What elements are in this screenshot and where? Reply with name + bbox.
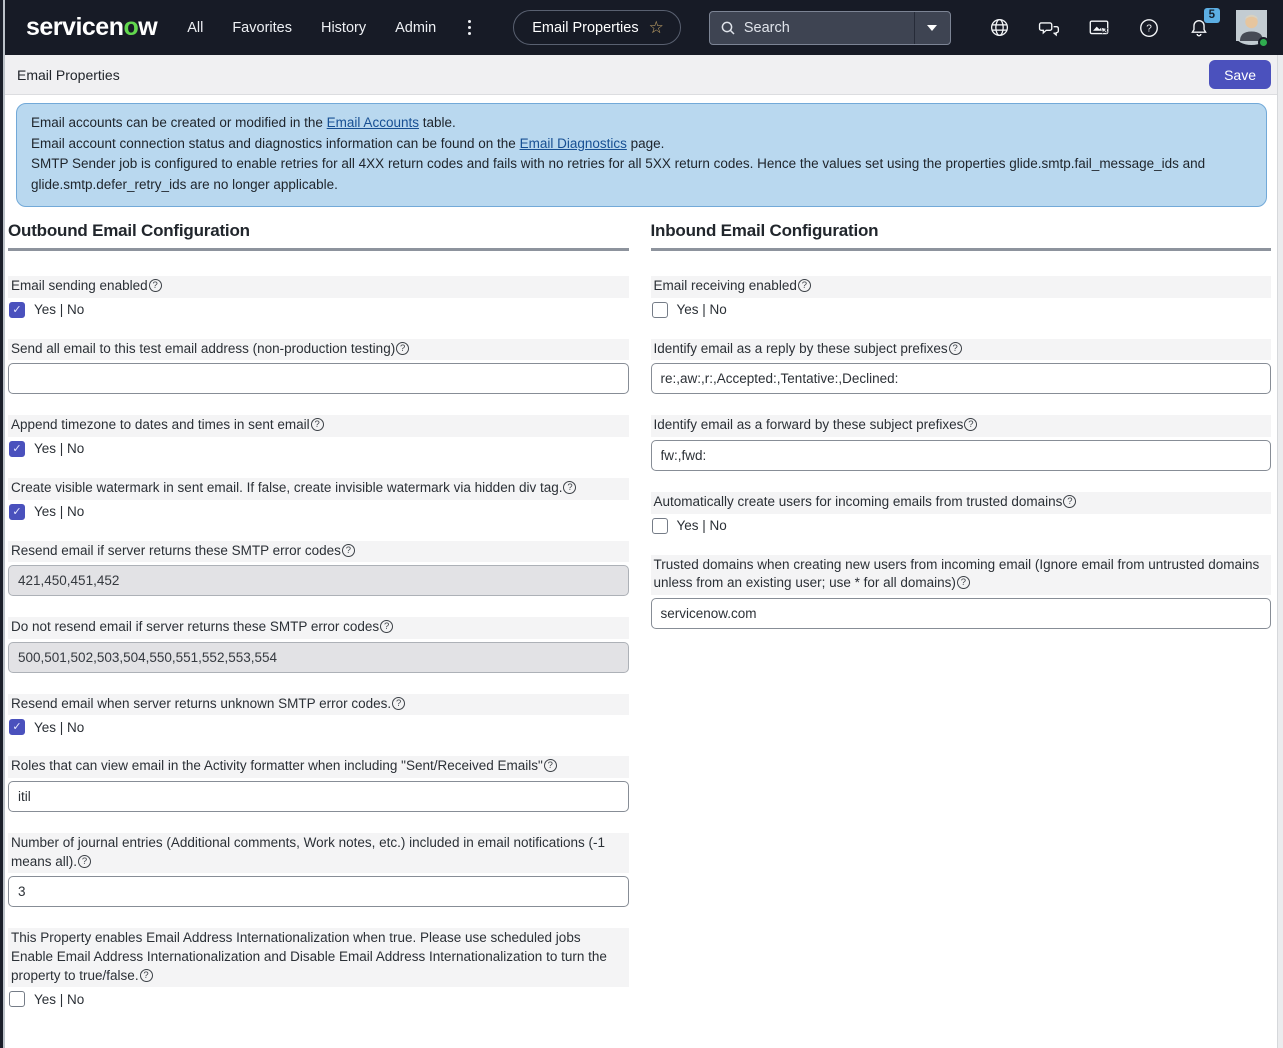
field-label (651, 492, 1272, 514)
outbound-column (8, 221, 629, 1028)
help-icon[interactable]: ? (311, 418, 324, 431)
field-label-text: Trusted domains when creating new users from incoming email (Ignore email from untrusted domains unless from an existing user; use * for all domains) (653, 556, 1260, 591)
form-field (651, 415, 1272, 471)
field-label-text: Automatically create users for incoming emails from trusted domains (653, 493, 1063, 509)
logo-text: servicen (26, 13, 124, 41)
global-search (709, 11, 951, 45)
yes-no-row (651, 518, 1272, 534)
help-icon[interactable]: ? (563, 481, 576, 494)
yes-no-caption: Yes | No (34, 302, 85, 318)
form-field (8, 694, 629, 736)
outbound-section-title: Outbound Email Configuration (8, 221, 250, 241)
yes-no-checkbox[interactable]: ✓ (9, 719, 25, 735)
globe-icon[interactable] (986, 15, 1012, 41)
field-label-text: Identify email as a reply by these subject prefixes (653, 340, 948, 356)
field-label (8, 617, 629, 639)
favorite-star-icon[interactable]: ☆ (648, 18, 664, 37)
form-field (8, 415, 629, 457)
help-icon[interactable]: ? (140, 969, 153, 982)
field-label (8, 339, 629, 361)
field-label (8, 694, 629, 716)
text-field-input (8, 642, 629, 673)
help-icon[interactable]: ? (342, 544, 355, 557)
yes-no-checkbox[interactable] (652, 302, 668, 318)
form-field (8, 339, 629, 395)
help-icon[interactable]: ? (1063, 495, 1076, 508)
field-label (8, 928, 629, 987)
yes-no-checkbox[interactable] (652, 518, 668, 534)
yes-no-caption: Yes | No (34, 504, 85, 520)
field-label (651, 339, 1272, 361)
form-field (651, 555, 1272, 629)
screenshot-window-icon[interactable] (1086, 15, 1112, 41)
form-field (8, 756, 629, 812)
help-icon[interactable]: ? (544, 759, 557, 772)
field-label (8, 756, 629, 778)
field-label-text: Identify email as a forward by these subject prefixes (653, 417, 964, 433)
nav-item-history[interactable]: History (320, 19, 367, 36)
inbound-column (651, 221, 1272, 1028)
help-icon[interactable]: ? (392, 697, 405, 710)
field-label-text: Email sending enabled (11, 278, 148, 294)
info-line-3: SMTP Sender job is configured to enable retries for all 4XX return codes and fails with no retries for all 5XX return codes. Hence the values set using the properties glide.smtp.fail_message_ids and glide.smtp.defer_retry_ids are no longer applicable. (31, 156, 1206, 192)
help-icon[interactable]: ? (949, 342, 962, 355)
inbound-section-title: Inbound Email Configuration (650, 221, 879, 241)
yes-no-checkbox[interactable] (9, 991, 25, 1007)
field-label (651, 555, 1272, 595)
field-label (8, 478, 629, 500)
yes-no-row (8, 719, 629, 735)
field-label-text: Roles that can view email in the Activity formatter when including "Sent/Received Emails" (11, 758, 543, 774)
form-field (8, 276, 629, 318)
yes-no-row (8, 991, 629, 1007)
logo-accent-letter: o (123, 13, 139, 41)
help-icon[interactable]: ? (396, 342, 409, 355)
form-columns (8, 221, 1271, 1028)
email-accounts-link[interactable]: Email Accounts (326, 115, 419, 130)
yes-no-checkbox[interactable]: ✓ (9, 504, 25, 520)
nav-item-favorites[interactable]: Favorites (232, 19, 292, 36)
form-field (8, 928, 629, 1007)
field-label-text: Append timezone to dates and times in sent email (11, 417, 310, 433)
field-label (8, 415, 629, 437)
info-line-2: Email account connection status and diagnostics information can be found on the Email Diagnostics page. (31, 135, 665, 151)
current-page-pill[interactable] (513, 10, 681, 45)
yes-no-caption: Yes | No (34, 441, 85, 457)
field-label (651, 276, 1272, 298)
utility-icons (986, 10, 1267, 46)
field-label-text: Send all email to this test email address (non-production testing) (11, 340, 396, 356)
text-field-input (8, 565, 629, 596)
yes-no-checkbox[interactable]: ✓ (9, 302, 25, 318)
help-icon[interactable]: ? (78, 855, 91, 868)
nav-item-admin[interactable]: Admin (395, 19, 437, 36)
yes-no-row (651, 302, 1272, 318)
inbound-fields (651, 276, 1272, 629)
section-divider (651, 248, 1272, 251)
page-header (0, 55, 1283, 95)
section-divider (8, 248, 629, 251)
help-icon[interactable]: ? (798, 279, 811, 292)
chevron-down-icon (927, 25, 937, 31)
online-status-dot (1258, 37, 1269, 48)
help-icon[interactable]: ? (149, 279, 162, 292)
user-avatar[interactable] (1236, 10, 1267, 46)
primary-nav (187, 20, 436, 36)
pill-label: Email Properties (532, 19, 639, 36)
form-field (651, 276, 1272, 318)
yes-no-caption: Yes | No (676, 302, 727, 318)
info-message-box (16, 103, 1267, 207)
help-circle-icon[interactable] (1136, 15, 1162, 41)
page-title: Email Properties (17, 66, 120, 83)
search-icon (720, 20, 736, 36)
form-field (8, 541, 629, 597)
notifications-bell-icon[interactable] (1186, 8, 1215, 41)
chat-icon[interactable] (1036, 15, 1062, 41)
email-diagnostics-link[interactable]: Email Diagnostics (519, 135, 627, 151)
form-field (8, 617, 629, 673)
field-label (8, 276, 629, 298)
yes-no-row (8, 441, 629, 457)
svg-text:?: ? (1146, 23, 1152, 35)
yes-no-checkbox[interactable]: ✓ (9, 441, 25, 457)
search-scope-dropdown[interactable] (914, 12, 950, 44)
form-field (651, 339, 1272, 395)
form-field (651, 492, 1272, 534)
more-menu-icon[interactable] (464, 16, 475, 39)
field-label-text: Email receiving enabled (653, 278, 797, 294)
form-field (8, 833, 629, 907)
main-content (0, 103, 1283, 1048)
text-field-input[interactable] (8, 876, 629, 907)
info-line-1: Email accounts can be created or modified in the Email Accounts table. (31, 115, 456, 130)
field-label-text: Resend email if server returns these SMTP error codes (11, 542, 341, 558)
yes-no-row (8, 504, 629, 520)
scrollbar-track[interactable] (1277, 55, 1283, 1048)
yes-no-caption: Yes | No (676, 518, 727, 534)
text-field-input[interactable] (651, 598, 1272, 629)
servicenow-logo[interactable] (26, 13, 157, 42)
field-label-text: Create visible watermark in sent email. If false, create invisible watermark via hidden div tag. (11, 479, 563, 495)
search-input[interactable] (744, 20, 914, 36)
text-field-input[interactable] (651, 440, 1272, 471)
help-icon[interactable]: ? (957, 576, 970, 589)
nav-item-all[interactable]: All (187, 19, 204, 36)
text-field-input[interactable] (8, 363, 629, 394)
field-label-text: Do not resend email if server returns these SMTP error codes (11, 619, 380, 635)
field-label (8, 541, 629, 563)
logo-text-end: w (138, 13, 158, 41)
text-field-input[interactable] (8, 781, 629, 812)
outbound-fields (8, 276, 629, 1007)
form-field (8, 478, 629, 520)
notification-count-badge: 5 (1204, 8, 1220, 23)
field-label-text: This Property enables Email Address Internationalization when true. Please use scheduled jobs Enable Email Address Internationalization and Disable Email Address Internationalization to turn the property to true/false. (11, 930, 607, 983)
field-label-text: Resend email when server returns unknown SMTP error codes. (11, 695, 392, 711)
field-label-text: Number of journal entries (Additional comments, Work notes, etc.) included in email notifications (-1 means all). (11, 835, 606, 869)
help-icon[interactable]: ? (964, 418, 977, 431)
top-nav-bar (0, 0, 1283, 55)
yes-no-row (8, 302, 629, 318)
save-button[interactable]: Save (1209, 60, 1271, 89)
left-edge-rail (0, 0, 5, 1048)
field-label (651, 415, 1272, 437)
help-icon[interactable]: ? (380, 620, 393, 633)
field-label (8, 833, 629, 873)
yes-no-caption: Yes | No (34, 991, 85, 1007)
text-field-input[interactable] (651, 363, 1272, 394)
yes-no-caption: Yes | No (34, 719, 85, 735)
